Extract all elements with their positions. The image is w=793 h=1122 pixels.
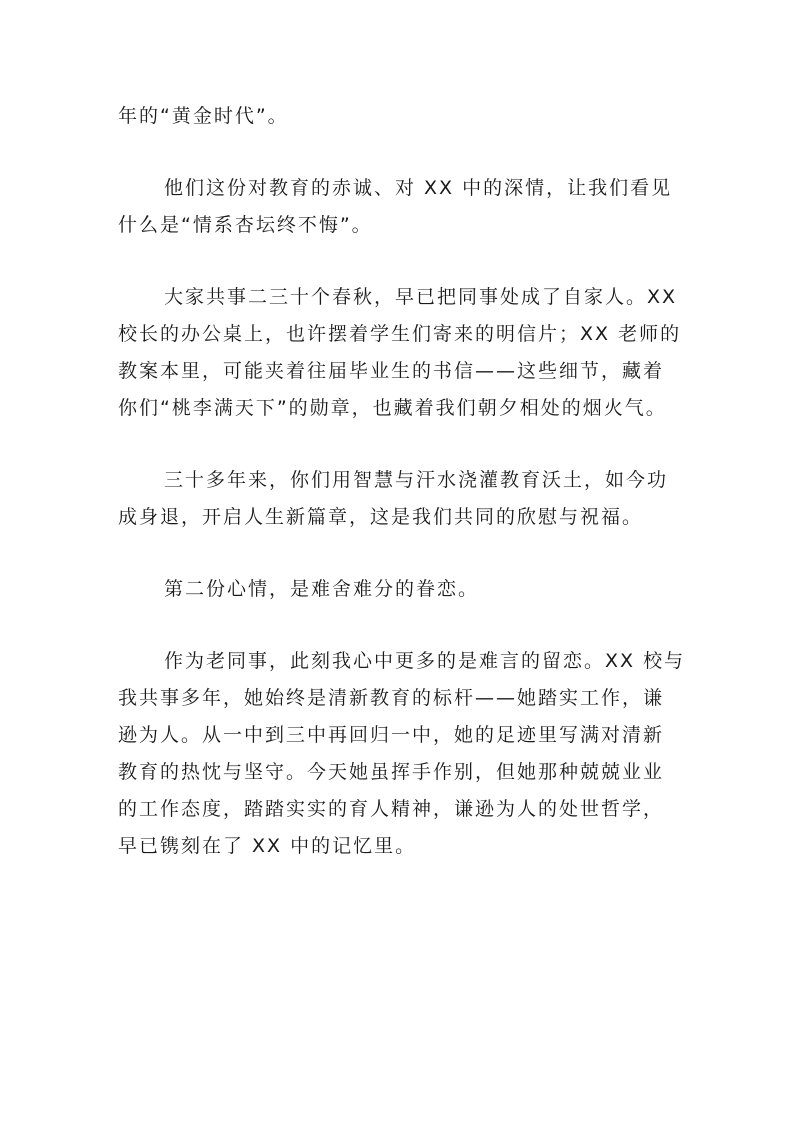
text-line: 你们“桃李满天下”的勋章，也藏着我们朝夕相处的烟火气。 [118, 397, 667, 419]
text-line: 逊为人。从一中到三中再回归一中，她的足迹里写满对清新 [118, 724, 665, 746]
text-line: 大家共事二三十个春秋，早已把同事处成了自家人。XX [164, 286, 678, 308]
paragraph-6 [118, 643, 686, 865]
text-line: 作为老同事，此刻我心中更多的是难言的留恋。XX 校与 [164, 650, 686, 672]
paragraph-4 [118, 462, 678, 536]
paragraph-2 [118, 170, 678, 244]
text-line: 他们这份对教育的赤诚、对 XX 中的深情，让我们看见 [164, 177, 673, 199]
document-body [118, 98, 686, 900]
text-line: 第二份心情，是难舍难分的眷恋。 [164, 578, 480, 600]
paragraph-1 [118, 98, 678, 135]
text-line: 年的“黄金时代”。 [118, 105, 289, 127]
paragraph-3 [118, 279, 682, 427]
text-line: 什么是“情系杏坛终不悔”。 [118, 214, 373, 236]
text-line: 教案本里，可能夹着往届毕业生的书信——这些细节，藏着 [118, 360, 665, 382]
text-line: 成身退，开启人生新篇章，这是我们共同的欣慰与祝福。 [118, 506, 644, 528]
paragraph-5 [118, 571, 678, 608]
text-line: 早已镌刻在了 XX 中的记忆里。 [118, 835, 417, 857]
text-line: 校长的办公桌上，也许摆着学生们寄来的明信片；XX 老师的 [118, 323, 682, 345]
text-line: 教育的热忱与坚守。今天她虽挥手作别，但她那种兢兢业业 [118, 761, 665, 783]
text-line: 我共事多年，她始终是清新教育的标杆——她踏实工作，谦 [118, 687, 665, 709]
text-line: 的工作态度，踏踏实实的育人精神，谦逊为人的处世哲学， [118, 798, 665, 820]
text-line: 三十多年来，你们用智慧与汗水浇灌教育沃土，如今功 [164, 469, 669, 491]
